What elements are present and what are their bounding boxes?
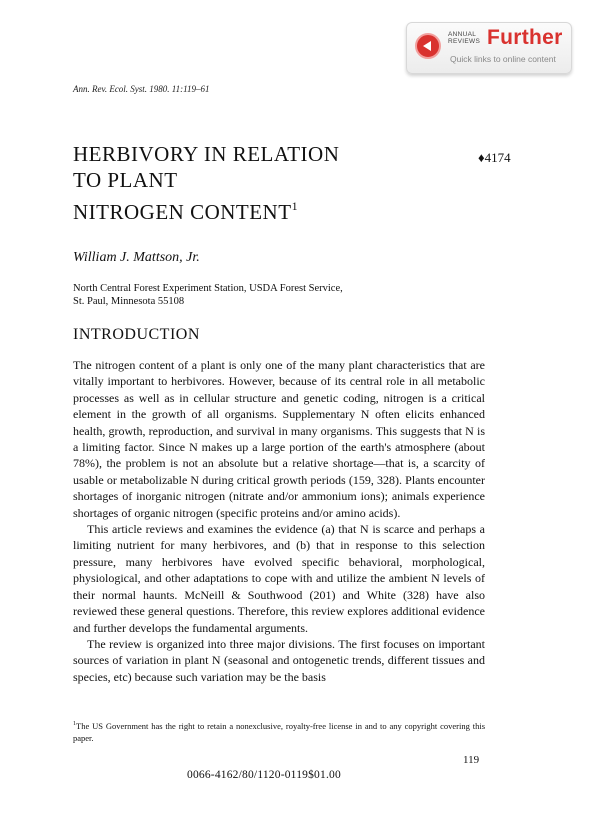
page-number: 119 <box>463 754 480 766</box>
footnote-mark: 1 <box>73 721 76 727</box>
back-arrow-icon <box>415 33 441 59</box>
affiliation-line-2: St. Paul, Minnesota 55108 <box>73 296 185 307</box>
title-footnote-mark: 1 <box>291 199 299 213</box>
badge-annual-label: ANNUAL <box>448 31 477 38</box>
footnote-text: The US Government has the right to retain a nonexclusive, royalty-free license in and to any copyright covering this paper. <box>73 720 485 743</box>
title-line-1: HERBIVORY IN RELATION <box>73 142 340 166</box>
article-number: ♦4174 <box>478 150 511 165</box>
author-affiliation <box>73 282 343 308</box>
section-heading-introduction: INTRODUCTION <box>73 326 200 343</box>
article-title <box>73 141 339 225</box>
badge-subtitle: Quick links to online content <box>450 54 556 64</box>
affiliation-line-1: North Central Forest Experiment Station, USDA Forest Service, <box>73 283 343 294</box>
article-body <box>73 357 485 685</box>
body-paragraph: The nitrogen content of a plant is only one of the many plant characteristics that are vitally important to herbivores. However, because of its central role in all metabolic processes as well as in cellular structure and genetic coding, nitrogen is a critical element in the growth of all organisms. Supplementary N often elicits enhanced health, growth, reproduction, and survival in many organisms. This suggests that N is a limiting factor. Since N makes up a large portion of the earth's atmosphere (about 78%), the problem is not an absolute but a relative shortage—that is, a scarcity of usable or metabolizable N during critical growth periods (159, 328). Plants encounter shortages of inorganic nitrogen (nitrate and/or ammonium ions); animals experience shortages of organic nitrogen (specific proteins and/or amino acids). <box>73 358 485 520</box>
doi-price-line: 0066-4162/80/1120-0119$01.00 <box>187 769 341 781</box>
body-paragraph: This article reviews and examines the evidence (a) that N is scarce and perhaps a limiting nutrient for many herbivores, and (b) that in response to this selection pressure, many herbivores have evolved specific behavioral, morphological, physiological, and other adaptations to cope with and utilize the ambient N levels of their normal haunts. McNeill & Southwood (201) and White (328) have also reviewed these general questions. Therefore, this review explores additional evidence and further develops the fundamental arguments. <box>73 522 485 635</box>
body-paragraph: The review is organized into three major divisions. The first focuses on important sources of variation in plant N (seasonal and ontogenetic trends, different tissues and species, etc) because such variation may be the basis <box>73 636 485 684</box>
badge-reviews-label: REVIEWS <box>448 38 481 45</box>
badge-further-label: Further <box>487 26 563 49</box>
journal-reference: Ann. Rev. Ecol. Syst. 1980. 11:119–61 <box>73 84 210 94</box>
title-line-2: TO PLANT <box>73 168 178 192</box>
title-line-3: NITROGEN CONTENT$^1$ <box>73 199 299 224</box>
badge-brand-text <box>448 31 480 45</box>
author-name: William J. Mattson, Jr. <box>73 250 200 265</box>
footnote <box>73 718 485 744</box>
annual-reviews-further-badge[interactable] <box>406 22 572 74</box>
